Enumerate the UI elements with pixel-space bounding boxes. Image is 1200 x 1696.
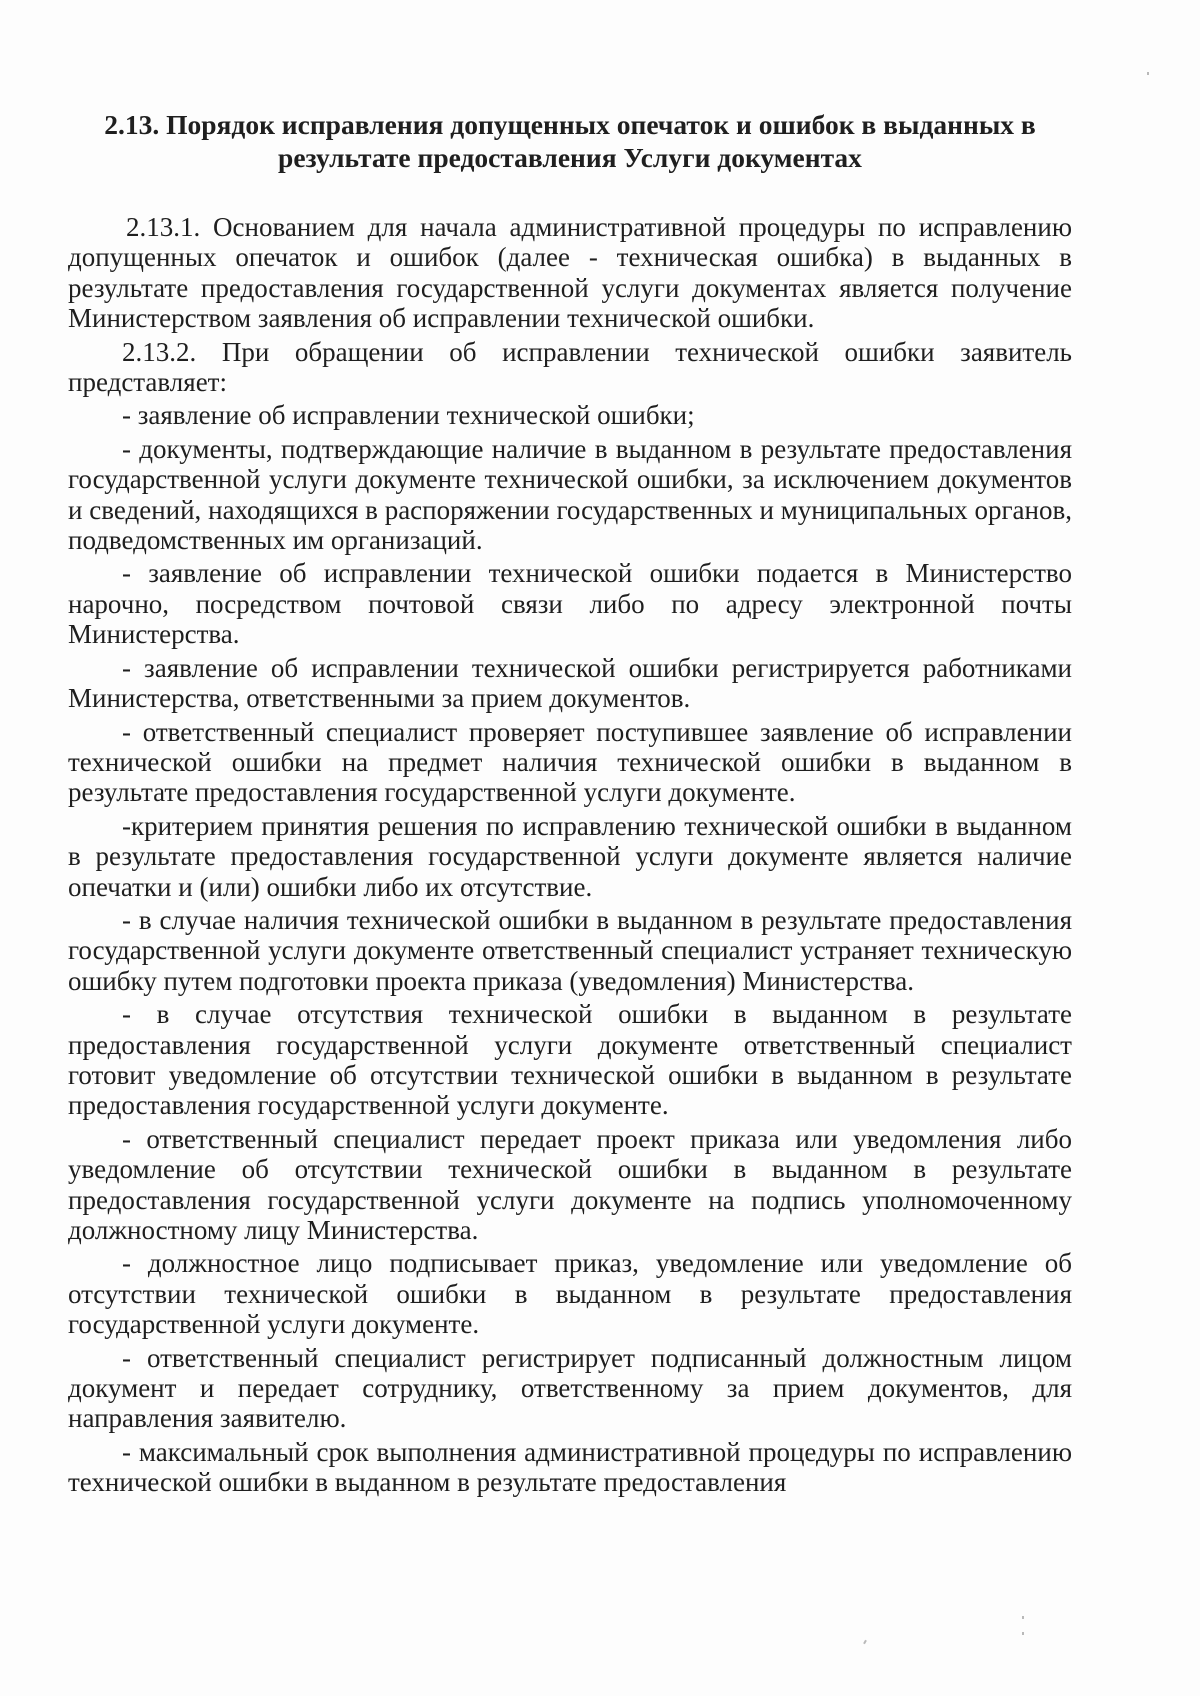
list-item-error-absent: - в случае отсутствия технической ошибки в выданном в результате предоставления государственной услуги документе ответственный специалист готовит уведомление об отсутствии технической ошибки в выданном в результате предоставления государственной услуги документе.: [68, 999, 1072, 1121]
list-item-application: - заявление об исправлении технической ошибки;: [122, 400, 695, 431]
list-item-max-term: - максимальный срок выполнения административной процедуры по исправлению технической ошибки в выданном в результате предоставления: [68, 1436, 1072, 1498]
list-item-signature-transfer: - ответственный специалист передает проект приказа или уведомления либо уведомление об отсутствии технической ошибки в выданном в результате предоставления государственной услуги документе на подпись уполномоченному должностному лицу Министерства.: [68, 1123, 1072, 1245]
list-item-verification: - ответственный специалист проверяет поступившее заявление об исправлении технической ошибки на предмет наличия технической ошибки в выданном в результате предоставления государственной услуги документе.: [68, 716, 1072, 808]
scan-speck: [1147, 72, 1149, 75]
list-item-criterion: -критерием принятия решения по исправлению технической ошибки в выданном в результате предоставления государственной услуги документе является наличие опечатки и (или) ошибки либо их отсутствие.: [68, 810, 1072, 902]
list-item-signing: - должностное лицо подписывает приказ, уведомление или уведомление об отсутствии технической ошибки в выданном в результате предоставления государственной услуги документе.: [68, 1248, 1072, 1340]
section-title: 2.13. Порядок исправления допущенных опечаток и ошибок в выданных в результате предоставления Услуги документах: [104, 109, 1036, 173]
list-item-documents: - документы, подтверждающие наличие в выданном в результате предоставления государственной услуги документе технической ошибки, за исключением документов и сведений, находящихся в распоряжении государственных и муниципальных органов, подведомственных им организаций.: [68, 433, 1072, 556]
list-item-submission: - заявление об исправлении технической ошибки подается в Министерство нарочно, посредством почтовой связи либо по адресу электронной почты Министерства.: [68, 558, 1072, 650]
list-item-error-present: - в случае наличия технической ошибки в выданном в результате предоставления государственной услуги документе ответственный специалист устраняет техническую ошибку путем подготовки проекта приказа (уведомления) Министерства.: [68, 904, 1072, 996]
paragraph-2-13-1: 2.13.1. Основанием для начала административной процедуры по исправлению допущенных опечаток и ошибок (далее - техническая ошибка) в выданных в результате предоставления государственной услуги документах является получение Министерством заявления об исправлении технической ошибки.: [68, 212, 1072, 334]
paragraph-2-13-2: 2.13.2. При обращении об исправлении технической ошибки заявитель представляет:: [68, 336, 1072, 398]
list-item-registration-sent: - ответственный специалист регистрирует подписанный должностным лицом документ и передает сотруднику, ответственному за прием документов, для направления заявителю.: [68, 1342, 1072, 1434]
document-body: [68, 108, 1072, 1501]
list-item-registration: - заявление об исправлении технической ошибки регистрируется работниками Министерства, ответственными за прием документов.: [68, 652, 1072, 714]
scan-speck: [1022, 1632, 1024, 1635]
scan-speck: [863, 1640, 867, 1644]
scan-speck: [1022, 1616, 1024, 1619]
